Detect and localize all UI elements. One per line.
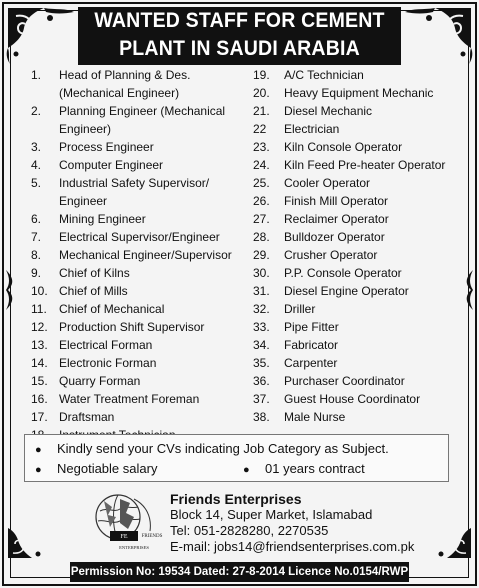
headline-line-1: WANTED STAFF FOR CEMENT bbox=[94, 9, 385, 32]
position-number: 14. bbox=[31, 356, 48, 370]
position-title: P.P. Console Operator bbox=[284, 266, 402, 280]
position-title: Male Nurse bbox=[284, 410, 346, 424]
position-title-continued: Engineer bbox=[59, 194, 108, 208]
position-title: Computer Engineer bbox=[59, 158, 164, 172]
position-title: Electrical Forman bbox=[59, 338, 153, 352]
position-item bbox=[253, 282, 469, 300]
position-number: 10. bbox=[31, 284, 48, 298]
position-title: Kiln Feed Pre-heater Operator bbox=[284, 158, 446, 172]
company-logo bbox=[90, 487, 164, 553]
company-phone: Tel: 051-2828280, 2270535 bbox=[170, 523, 329, 538]
position-number: 6. bbox=[31, 212, 42, 226]
position-number: 1. bbox=[31, 68, 42, 82]
contract-row bbox=[243, 461, 365, 476]
position-number: 27. bbox=[253, 212, 270, 226]
corner-ornament-icon bbox=[403, 4, 475, 64]
position-item bbox=[31, 264, 246, 282]
position-number: 30. bbox=[253, 266, 270, 280]
position-item bbox=[253, 246, 469, 264]
position-number: 8. bbox=[31, 248, 42, 262]
position-item bbox=[253, 66, 469, 84]
position-title: Driller bbox=[284, 302, 316, 316]
position-item bbox=[253, 228, 469, 246]
position-number: 12. bbox=[31, 320, 48, 334]
position-item bbox=[31, 318, 246, 336]
position-title: Planning Engineer (Mechanical bbox=[59, 104, 226, 118]
position-title: Guest House Coordinator bbox=[284, 392, 421, 406]
position-item bbox=[31, 66, 246, 102]
position-title: Cooler Operator bbox=[284, 176, 371, 190]
position-number: 26. bbox=[253, 194, 270, 208]
position-number: 33. bbox=[253, 320, 270, 334]
position-number: 7. bbox=[31, 230, 42, 244]
position-item bbox=[31, 246, 246, 264]
position-number: 32. bbox=[253, 302, 270, 316]
position-number: 36. bbox=[253, 374, 270, 388]
position-number: 3. bbox=[31, 140, 42, 154]
positions-list-left bbox=[31, 66, 246, 444]
company-contact bbox=[170, 491, 414, 555]
position-title: Fabricator bbox=[284, 338, 339, 352]
position-title: Industrial Safety Supervisor/ bbox=[59, 176, 210, 190]
position-item bbox=[31, 372, 246, 390]
position-item bbox=[253, 336, 469, 354]
headline-line-2: PLANT IN SAUDI ARABIA bbox=[119, 37, 360, 60]
side-ornament-icon bbox=[4, 270, 18, 310]
bullet-icon: ● bbox=[35, 444, 42, 456]
company-address: Block 14, Super Market, Islamabad bbox=[170, 507, 373, 522]
position-number: 29. bbox=[253, 248, 270, 262]
logo-word-friends: FRIENDS bbox=[141, 534, 163, 539]
position-number: 34. bbox=[253, 338, 270, 352]
position-item bbox=[253, 84, 469, 102]
position-title: Bulldozer Operator bbox=[284, 230, 385, 244]
position-item bbox=[253, 408, 469, 426]
position-item bbox=[31, 228, 246, 246]
position-number: 35. bbox=[253, 356, 270, 370]
position-number: 16. bbox=[31, 392, 48, 406]
position-title: Mechanical Engineer/Supervisor bbox=[59, 248, 232, 262]
position-item bbox=[31, 390, 246, 408]
position-item bbox=[253, 156, 469, 174]
position-title: Kiln Console Operator bbox=[284, 140, 403, 154]
position-title: Heavy Equipment Mechanic bbox=[284, 86, 434, 100]
position-item bbox=[31, 156, 246, 174]
position-item bbox=[253, 300, 469, 318]
position-item bbox=[253, 210, 469, 228]
position-number: 38. bbox=[253, 410, 270, 424]
position-number: 17. bbox=[31, 410, 48, 424]
position-title: Electronic Forman bbox=[59, 356, 157, 370]
position-number: 19. bbox=[253, 68, 270, 82]
position-item bbox=[31, 102, 246, 138]
contract-text: 01 years contract bbox=[265, 461, 365, 476]
position-number: 15. bbox=[31, 374, 48, 388]
position-title: Finish Mill Operator bbox=[284, 194, 389, 208]
position-number: 13. bbox=[31, 338, 48, 352]
position-number: 4. bbox=[31, 158, 42, 172]
positions-list-right bbox=[253, 66, 469, 426]
position-item bbox=[253, 318, 469, 336]
position-title: Quarry Forman bbox=[59, 374, 141, 388]
position-title: A/C Technician bbox=[284, 68, 364, 82]
corner-ornament-icon bbox=[4, 4, 76, 64]
logo-word-enterprises: ENTERPRISES bbox=[119, 545, 149, 550]
position-title: Crusher Operator bbox=[284, 248, 378, 262]
position-item bbox=[253, 138, 469, 156]
position-item bbox=[253, 372, 469, 390]
permission-footer bbox=[70, 562, 409, 582]
position-title: Production Shift Supervisor bbox=[59, 320, 205, 334]
position-number: 28. bbox=[253, 230, 270, 244]
position-number: 2. bbox=[31, 104, 42, 118]
position-title: Diesel Engine Operator bbox=[284, 284, 409, 298]
position-item bbox=[253, 174, 469, 192]
position-number: 23. bbox=[253, 140, 270, 154]
position-item bbox=[31, 210, 246, 228]
position-title: Electrical Supervisor/Engineer bbox=[59, 230, 220, 244]
application-notice-box bbox=[24, 434, 449, 482]
position-item bbox=[31, 138, 246, 156]
position-title: Carpenter bbox=[284, 356, 338, 370]
position-title: Chief of Mills bbox=[59, 284, 128, 298]
salary-row bbox=[35, 461, 157, 476]
position-item bbox=[253, 354, 469, 372]
position-number: 20. bbox=[253, 86, 270, 100]
bullet-icon: ● bbox=[243, 464, 250, 476]
position-item bbox=[31, 282, 246, 300]
position-title-continued: (Mechanical Engineer) bbox=[59, 86, 180, 100]
bullet-icon: ● bbox=[35, 464, 42, 476]
position-item bbox=[31, 300, 246, 318]
position-title: Head of Planning & Des. bbox=[59, 68, 191, 82]
position-title: Process Engineer bbox=[59, 140, 154, 154]
position-item bbox=[253, 264, 469, 282]
position-item bbox=[253, 102, 469, 120]
position-title: Water Treatment Foreman bbox=[59, 392, 200, 406]
salary-text: Negotiable salary bbox=[57, 461, 158, 476]
position-title: Mining Engineer bbox=[59, 212, 146, 226]
position-item bbox=[31, 354, 246, 372]
position-item bbox=[31, 408, 246, 426]
cv-instruction-row bbox=[35, 441, 389, 456]
position-title: Purchaser Coordinator bbox=[284, 374, 405, 388]
position-number: 24. bbox=[253, 158, 270, 172]
position-title: Electrician bbox=[284, 122, 340, 136]
permission-text: Permission No: 19534 Dated: 27-8-2014 Licence No.0154/RWP bbox=[70, 566, 409, 578]
position-item bbox=[253, 390, 469, 408]
position-title-continued: Engineer) bbox=[59, 122, 112, 136]
position-number: 21. bbox=[253, 104, 270, 118]
position-number: 31. bbox=[253, 284, 270, 298]
company-email: E-mail: jobs14@friendsenterprises.com.pk bbox=[170, 539, 415, 554]
position-number: 37. bbox=[253, 392, 270, 406]
position-item bbox=[31, 174, 246, 210]
position-title: Draftsman bbox=[59, 410, 115, 424]
logo-monogram: FE bbox=[120, 534, 128, 540]
position-number: 9. bbox=[31, 266, 42, 280]
position-item bbox=[253, 120, 469, 138]
company-name: Friends Enterprises bbox=[170, 491, 302, 507]
position-item bbox=[253, 192, 469, 210]
position-number: 22 bbox=[253, 122, 267, 136]
position-number: 5. bbox=[31, 176, 42, 190]
position-title: Diesel Mechanic bbox=[284, 104, 373, 118]
headline-banner bbox=[78, 7, 401, 65]
position-title: Chief of Kilns bbox=[59, 266, 130, 280]
corner-ornament-icon bbox=[4, 502, 76, 562]
position-number: 11. bbox=[31, 302, 47, 316]
position-title: Pipe Fitter bbox=[284, 320, 339, 334]
position-title: Chief of Mechanical bbox=[59, 302, 165, 316]
position-number: 25. bbox=[253, 176, 270, 190]
position-item bbox=[31, 336, 246, 354]
position-title: Reclaimer Operator bbox=[284, 212, 389, 226]
cv-instruction: Kindly send your CVs indicating Job Category as Subject. bbox=[57, 441, 389, 456]
